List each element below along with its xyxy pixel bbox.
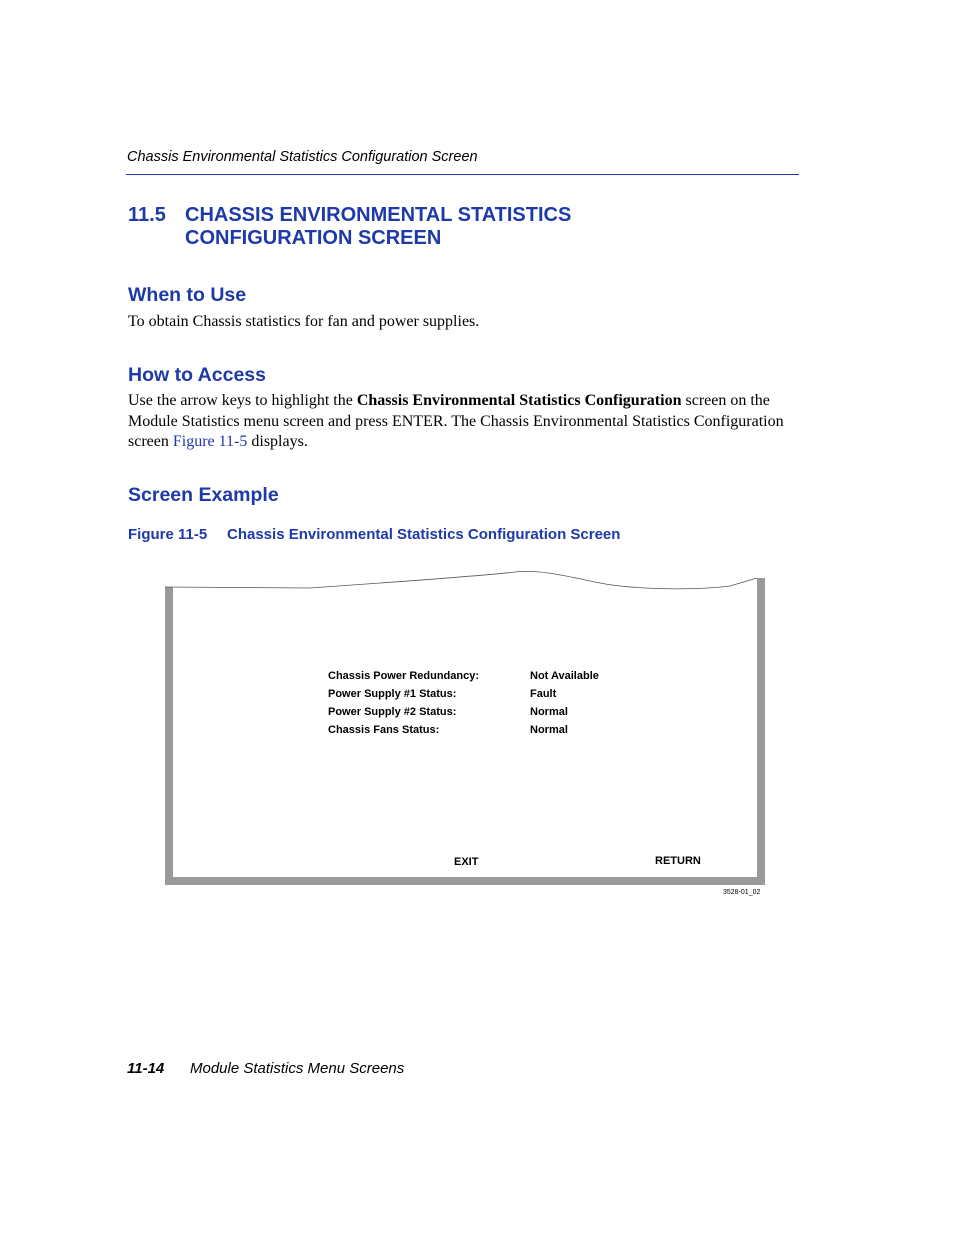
screen-row <box>328 670 628 688</box>
torn-top-edge <box>165 571 757 588</box>
when-to-use-heading: When to Use <box>128 284 247 306</box>
exit-command[interactable]: EXIT <box>454 856 479 868</box>
screen-row <box>328 724 628 742</box>
section-title-line1: CHASSIS ENVIRONMENTAL STATISTICS <box>185 204 572 226</box>
how-to-access-bold: Chassis Environmental Statistics Configuration <box>356 392 682 409</box>
screen-row-value: Fault <box>530 688 557 700</box>
frame-right-edge <box>757 578 765 885</box>
screen-row-value: Not Available <box>530 670 599 682</box>
footer-page-number: 11-14 <box>127 1060 165 1077</box>
figure-number: Figure 11-5 <box>128 526 208 543</box>
how-to-access-text-1: Use the arrow keys to highlight the <box>128 392 357 409</box>
figure-link[interactable]: Figure 11-5 <box>172 433 248 450</box>
screen-row-value: Normal <box>530 724 568 736</box>
screen-row-label: Chassis Power Redundancy: <box>328 670 479 682</box>
how-to-access-heading: How to Access <box>128 364 266 386</box>
header-rule <box>126 174 799 175</box>
screen-row <box>328 706 628 724</box>
frame-left-edge <box>165 587 173 885</box>
section-title <box>185 204 571 250</box>
screen-row-value: Normal <box>530 706 568 718</box>
section-number: 11.5 <box>128 204 166 226</box>
how-to-access-text-3: displays. <box>247 433 308 450</box>
screen-example-heading: Screen Example <box>128 484 279 506</box>
how-to-access-text <box>128 391 800 453</box>
frame-bottom-edge <box>165 877 765 885</box>
screen-fields <box>328 670 628 742</box>
how-to-access-text-2: screen on the Module Statistics menu screen and press ENTER. The Chassis Environmental Statistics Configuration screen <box>128 392 784 450</box>
figure-caption <box>128 526 620 543</box>
screen-row <box>328 688 628 706</box>
return-command[interactable]: RETURN <box>655 855 701 867</box>
running-header: Chassis Environmental Statistics Configuration Screen <box>127 149 478 165</box>
screen-row-label: Chassis Fans Status: <box>328 724 440 736</box>
figure-caption-text: Chassis Environmental Statistics Configuration Screen <box>227 526 621 543</box>
figure-id: 3528-01_02 <box>723 889 761 896</box>
screen-row-label: Power Supply #2 Status: <box>328 706 457 718</box>
footer-chapter: Module Statistics Menu Screens <box>190 1060 405 1077</box>
screen-row-label: Power Supply #1 Status: <box>328 688 457 700</box>
section-title-line2: CONFIGURATION SCREEN <box>185 227 442 249</box>
when-to-use-text: To obtain Chassis statistics for fan and power supplies. <box>128 313 480 330</box>
